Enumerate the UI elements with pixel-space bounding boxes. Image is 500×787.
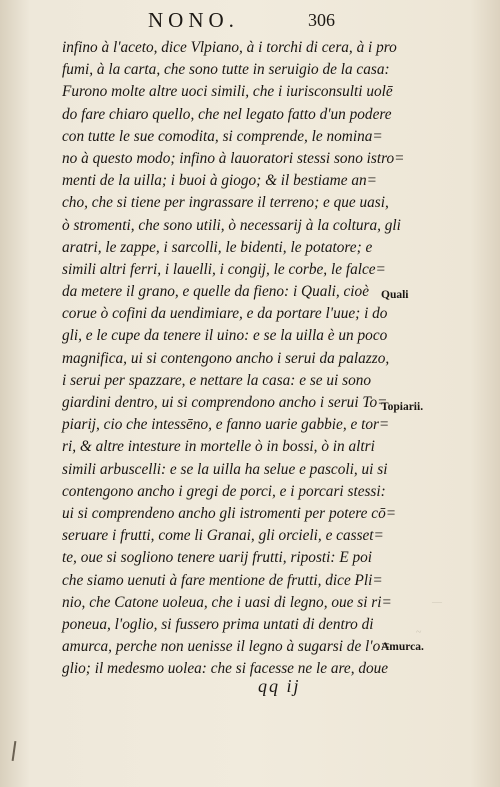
text-line: amurca, perche non uenisse il legno à sugarsi de l'o= [62,638,391,656]
text-line: Furono molte altre uoci simili, che i iurisconsulti uolē [62,83,393,101]
page-number: 306 [308,10,335,30]
text-line: che siamo uenuti à fare mentione de frutti, dice Pli= [62,571,383,589]
text-line: simili altri ferri, i lauelli, i congij, le corbe, le falce= [62,260,386,278]
text-line: seruare i frutti, come li Granai, gli orcieli, e casset= [62,527,384,545]
text-line: simili arbuscelli: e se la uilla ha selue e pascoli, ui si [62,460,388,478]
text-line: fumi, à la carta, che sono tutte in seruigio de la casa: [62,61,390,79]
text-line: menti de la uilla; i buoi à giogo; & il bestiame an= [62,172,377,190]
ink-stroke [12,741,17,761]
text-line: poneua, l'oglio, si fussero prima untati di dentro di [62,615,374,633]
text-line: nio, che Catone uoleua, che i uasi di legno, oue si ri= [62,593,392,611]
text-line: aratri, le zappe, i sarcolli, le bidenti, le potatore; e [62,238,373,256]
text-line: ò stromenti, che sono utili, ò necessarij à la coltura, gli [62,216,401,234]
text-line: con tutte le sue comodita, si comprende, le nomina= [62,127,383,145]
margin-note-amurca: Amurca. [381,641,424,653]
text-line: magnifica, ui si contengono ancho i serui da palazzo, [62,349,390,367]
text-line: i serui per spazzare, e nettare la casa: e se ui sono [62,371,372,389]
margin-note-topiarii: Topiarii. [381,401,424,413]
text-line: da metere il grano, e quelle da fieno: i Quali, cioè [62,283,369,301]
text-line: cho, che si tiene per ingrassare il terreno; e que uasi, [62,194,389,212]
show-through-mark: — [432,597,442,608]
text-line: te, oue si sogliono tenere uarij frutti, riposti: E poi [62,549,373,567]
text-line: glio; il medesmo uolea: che si facesse ne le are, doue [62,660,389,678]
page-header [0,8,500,34]
text-line: ri, & altre intesture in mortelle ò in bossi, ò in altri [62,438,375,456]
text-line: gli, e le cupe da tenere il uino: e se la uilla è un poco [62,327,388,345]
text-line: giardini dentro, ui si comprendono ancho i serui To= [62,394,388,411]
text-line: contengono ancho i gregi de porci, e i porcari stessi: [62,482,386,500]
show-through-mark: ~ [416,627,422,638]
text-line: no à questo modo; infino à lauoratori stessi sono istro= [62,149,405,167]
text-line: do fare chiaro quello, che nel legato fatto d'un podere [62,105,392,123]
margin-note-quali: Quali [381,289,409,301]
signature-mark: qq ij [258,676,301,696]
text-line: infino à l'aceto, dice Vlpiano, à i torchi di cera, à i pro [62,39,397,56]
text-line: piarij, cio che intessēno, e fanno uarie gabbie, e tor= [62,416,390,434]
running-head: NONO. [148,8,239,32]
text-line: ui si comprendeno ancho gli istromenti per potere cō= [62,504,397,522]
text-line: corue ò cofini da uendimiare, e da portare l'uue; i do [62,305,388,323]
